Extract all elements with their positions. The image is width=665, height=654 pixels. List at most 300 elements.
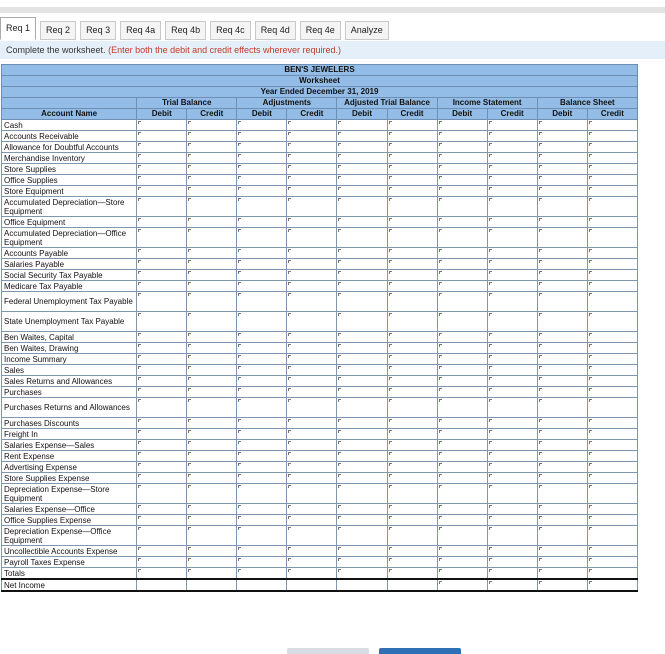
- amount-cell[interactable]: [287, 228, 337, 248]
- amount-input[interactable]: [337, 484, 386, 503]
- amount-cell[interactable]: [137, 186, 187, 197]
- amount-input[interactable]: [438, 515, 487, 525]
- amount-input[interactable]: [538, 186, 587, 196]
- amount-cell[interactable]: [137, 429, 187, 440]
- amount-input[interactable]: [187, 462, 236, 472]
- amount-input[interactable]: [137, 354, 186, 364]
- amount-input[interactable]: [237, 526, 286, 545]
- amount-input[interactable]: [287, 451, 336, 461]
- amount-cell[interactable]: [587, 515, 637, 526]
- amount-cell[interactable]: [337, 332, 387, 343]
- amount-input[interactable]: [287, 429, 336, 439]
- amount-cell[interactable]: [287, 197, 337, 217]
- amount-input[interactable]: [287, 354, 336, 364]
- amount-cell[interactable]: [537, 451, 587, 462]
- amount-input[interactable]: [538, 312, 587, 331]
- amount-input[interactable]: [588, 164, 637, 174]
- amount-cell[interactable]: [587, 142, 637, 153]
- amount-input[interactable]: [538, 429, 587, 439]
- amount-input[interactable]: [187, 281, 236, 291]
- amount-input[interactable]: [438, 186, 487, 196]
- amount-input[interactable]: [438, 292, 487, 311]
- amount-input[interactable]: [237, 332, 286, 342]
- amount-cell[interactable]: [587, 153, 637, 164]
- amount-input[interactable]: [287, 281, 336, 291]
- amount-cell[interactable]: [487, 579, 537, 591]
- amount-cell[interactable]: [587, 440, 637, 451]
- amount-input[interactable]: [237, 365, 286, 375]
- amount-cell[interactable]: [187, 462, 237, 473]
- amount-input[interactable]: [388, 228, 437, 247]
- amount-input[interactable]: [187, 197, 236, 216]
- amount-cell[interactable]: [537, 120, 587, 131]
- amount-input[interactable]: [287, 248, 336, 258]
- amount-cell[interactable]: [587, 270, 637, 281]
- amount-cell[interactable]: [337, 228, 387, 248]
- amount-cell[interactable]: [137, 418, 187, 429]
- amount-input[interactable]: [388, 292, 437, 311]
- amount-cell[interactable]: [387, 376, 437, 387]
- amount-cell[interactable]: [187, 197, 237, 217]
- amount-input[interactable]: [588, 473, 637, 483]
- amount-input[interactable]: [388, 153, 437, 163]
- amount-input[interactable]: [337, 451, 386, 461]
- amount-cell[interactable]: [337, 153, 387, 164]
- amount-input[interactable]: [237, 270, 286, 280]
- amount-cell[interactable]: [337, 568, 387, 580]
- amount-input[interactable]: [488, 418, 537, 428]
- amount-cell[interactable]: [437, 557, 487, 568]
- tab-req-2[interactable]: Req 2: [40, 21, 76, 40]
- amount-cell[interactable]: [537, 462, 587, 473]
- amount-cell[interactable]: [187, 526, 237, 546]
- amount-cell[interactable]: [437, 462, 487, 473]
- amount-input[interactable]: [237, 354, 286, 364]
- amount-input[interactable]: [588, 153, 637, 163]
- amount-cell[interactable]: [237, 376, 287, 387]
- amount-cell[interactable]: [487, 332, 537, 343]
- amount-cell[interactable]: [437, 228, 487, 248]
- amount-cell[interactable]: [137, 259, 187, 270]
- amount-cell[interactable]: [187, 292, 237, 312]
- amount-input[interactable]: [237, 504, 286, 514]
- amount-cell[interactable]: [287, 546, 337, 557]
- amount-input[interactable]: [588, 568, 637, 578]
- amount-input[interactable]: [588, 580, 637, 590]
- amount-input[interactable]: [588, 451, 637, 461]
- amount-cell[interactable]: [437, 175, 487, 186]
- amount-cell[interactable]: [537, 398, 587, 418]
- amount-input[interactable]: [488, 312, 537, 331]
- amount-input[interactable]: [237, 259, 286, 269]
- amount-cell[interactable]: [437, 526, 487, 546]
- amount-input[interactable]: [588, 131, 637, 141]
- amount-input[interactable]: [287, 217, 336, 227]
- amount-input[interactable]: [488, 429, 537, 439]
- amount-input[interactable]: [388, 429, 437, 439]
- amount-input[interactable]: [137, 546, 186, 556]
- amount-cell[interactable]: [287, 515, 337, 526]
- amount-input[interactable]: [137, 473, 186, 483]
- amount-input[interactable]: [137, 332, 186, 342]
- amount-cell[interactable]: [437, 546, 487, 557]
- amount-input[interactable]: [287, 557, 336, 567]
- amount-cell[interactable]: [137, 281, 187, 292]
- amount-cell[interactable]: [287, 142, 337, 153]
- amount-input[interactable]: [137, 312, 186, 331]
- amount-cell[interactable]: [237, 248, 287, 259]
- amount-cell[interactable]: [237, 270, 287, 281]
- amount-input[interactable]: [137, 217, 186, 227]
- amount-input[interactable]: [287, 197, 336, 216]
- amount-cell[interactable]: [487, 504, 537, 515]
- amount-input[interactable]: [488, 440, 537, 450]
- amount-input[interactable]: [438, 568, 487, 578]
- amount-cell[interactable]: [437, 376, 487, 387]
- amount-input[interactable]: [388, 451, 437, 461]
- amount-cell[interactable]: [237, 484, 287, 504]
- amount-input[interactable]: [187, 175, 236, 185]
- amount-input[interactable]: [438, 197, 487, 216]
- amount-cell[interactable]: [137, 398, 187, 418]
- amount-cell[interactable]: [587, 429, 637, 440]
- amount-input[interactable]: [337, 515, 386, 525]
- amount-input[interactable]: [538, 153, 587, 163]
- amount-cell[interactable]: [187, 557, 237, 568]
- amount-cell[interactable]: [237, 153, 287, 164]
- amount-cell[interactable]: [487, 312, 537, 332]
- amount-cell[interactable]: [437, 259, 487, 270]
- amount-cell[interactable]: [537, 440, 587, 451]
- amount-cell[interactable]: [187, 515, 237, 526]
- amount-input[interactable]: [538, 131, 587, 141]
- amount-cell[interactable]: [537, 484, 587, 504]
- amount-input[interactable]: [488, 504, 537, 514]
- amount-input[interactable]: [137, 376, 186, 386]
- amount-input[interactable]: [287, 515, 336, 525]
- amount-cell[interactable]: [387, 164, 437, 175]
- amount-input[interactable]: [438, 429, 487, 439]
- amount-cell[interactable]: [387, 526, 437, 546]
- amount-input[interactable]: [237, 462, 286, 472]
- amount-input[interactable]: [337, 142, 386, 152]
- amount-cell[interactable]: [487, 473, 537, 484]
- amount-cell[interactable]: [287, 429, 337, 440]
- amount-input[interactable]: [588, 484, 637, 503]
- amount-input[interactable]: [137, 142, 186, 152]
- amount-cell[interactable]: [487, 281, 537, 292]
- amount-input[interactable]: [438, 440, 487, 450]
- amount-cell[interactable]: [487, 175, 537, 186]
- amount-input[interactable]: [438, 164, 487, 174]
- amount-input[interactable]: [438, 248, 487, 258]
- amount-input[interactable]: [337, 186, 386, 196]
- amount-input[interactable]: [538, 504, 587, 514]
- amount-input[interactable]: [187, 451, 236, 461]
- amount-input[interactable]: [287, 462, 336, 472]
- amount-input[interactable]: [237, 131, 286, 141]
- amount-cell[interactable]: [437, 164, 487, 175]
- amount-cell[interactable]: [587, 387, 637, 398]
- amount-cell[interactable]: [537, 142, 587, 153]
- amount-input[interactable]: [187, 429, 236, 439]
- amount-cell[interactable]: [137, 504, 187, 515]
- amount-input[interactable]: [488, 228, 537, 247]
- amount-input[interactable]: [287, 365, 336, 375]
- amount-input[interactable]: [438, 376, 487, 386]
- amount-cell[interactable]: [587, 504, 637, 515]
- amount-cell[interactable]: [537, 376, 587, 387]
- amount-cell[interactable]: [387, 332, 437, 343]
- amount-input[interactable]: [488, 197, 537, 216]
- amount-input[interactable]: [137, 186, 186, 196]
- amount-cell[interactable]: [537, 270, 587, 281]
- amount-cell[interactable]: [487, 142, 537, 153]
- amount-input[interactable]: [388, 462, 437, 472]
- amount-input[interactable]: [488, 259, 537, 269]
- tab-req-1[interactable]: Req 1: [0, 17, 36, 40]
- amount-input[interactable]: [588, 120, 637, 130]
- amount-input[interactable]: [588, 270, 637, 280]
- amount-cell[interactable]: [237, 504, 287, 515]
- amount-cell[interactable]: [337, 376, 387, 387]
- amount-input[interactable]: [438, 343, 487, 353]
- amount-input[interactable]: [287, 526, 336, 545]
- amount-cell[interactable]: [187, 376, 237, 387]
- amount-input[interactable]: [438, 142, 487, 152]
- amount-input[interactable]: [287, 228, 336, 247]
- amount-input[interactable]: [337, 365, 386, 375]
- amount-cell[interactable]: [437, 365, 487, 376]
- amount-input[interactable]: [137, 526, 186, 545]
- amount-input[interactable]: [237, 418, 286, 428]
- amount-input[interactable]: [588, 429, 637, 439]
- amount-cell[interactable]: [187, 343, 237, 354]
- amount-cell[interactable]: [287, 248, 337, 259]
- amount-input[interactable]: [588, 526, 637, 545]
- amount-cell[interactable]: [387, 292, 437, 312]
- amount-cell[interactable]: [437, 473, 487, 484]
- amount-input[interactable]: [337, 281, 386, 291]
- amount-cell[interactable]: [287, 312, 337, 332]
- amount-input[interactable]: [588, 142, 637, 152]
- amount-cell[interactable]: [387, 354, 437, 365]
- amount-cell[interactable]: [587, 259, 637, 270]
- amount-input[interactable]: [438, 387, 487, 397]
- amount-cell[interactable]: [337, 164, 387, 175]
- amount-input[interactable]: [438, 451, 487, 461]
- amount-cell[interactable]: [137, 484, 187, 504]
- amount-input[interactable]: [337, 164, 386, 174]
- amount-input[interactable]: [237, 376, 286, 386]
- amount-cell[interactable]: [287, 153, 337, 164]
- amount-cell[interactable]: [337, 387, 387, 398]
- amount-cell[interactable]: [587, 473, 637, 484]
- amount-input[interactable]: [488, 568, 537, 578]
- amount-input[interactable]: [187, 440, 236, 450]
- tab-req-3[interactable]: Req 3: [80, 21, 116, 40]
- amount-cell[interactable]: [337, 557, 387, 568]
- next-button[interactable]: [379, 648, 461, 654]
- amount-input[interactable]: [237, 440, 286, 450]
- amount-input[interactable]: [287, 186, 336, 196]
- amount-cell[interactable]: [387, 557, 437, 568]
- amount-input[interactable]: [438, 484, 487, 503]
- amount-cell[interactable]: [137, 526, 187, 546]
- amount-input[interactable]: [388, 270, 437, 280]
- amount-input[interactable]: [137, 270, 186, 280]
- amount-cell[interactable]: [437, 248, 487, 259]
- amount-cell[interactable]: [337, 515, 387, 526]
- amount-cell[interactable]: [487, 440, 537, 451]
- amount-input[interactable]: [538, 546, 587, 556]
- amount-cell[interactable]: [537, 504, 587, 515]
- amount-cell[interactable]: [537, 365, 587, 376]
- amount-cell[interactable]: [337, 429, 387, 440]
- amount-cell[interactable]: [487, 164, 537, 175]
- amount-cell[interactable]: [587, 398, 637, 418]
- amount-cell[interactable]: [287, 376, 337, 387]
- amount-input[interactable]: [187, 164, 236, 174]
- amount-input[interactable]: [137, 440, 186, 450]
- amount-cell[interactable]: [387, 429, 437, 440]
- amount-input[interactable]: [488, 131, 537, 141]
- amount-cell[interactable]: [487, 451, 537, 462]
- amount-input[interactable]: [187, 142, 236, 152]
- amount-cell[interactable]: [487, 248, 537, 259]
- amount-cell[interactable]: [287, 343, 337, 354]
- amount-cell[interactable]: [487, 398, 537, 418]
- amount-input[interactable]: [287, 270, 336, 280]
- amount-input[interactable]: [438, 526, 487, 545]
- amount-cell[interactable]: [337, 462, 387, 473]
- amount-cell[interactable]: [387, 568, 437, 580]
- amount-input[interactable]: [388, 197, 437, 216]
- amount-input[interactable]: [287, 568, 336, 578]
- amount-input[interactable]: [538, 515, 587, 525]
- amount-cell[interactable]: [237, 418, 287, 429]
- amount-input[interactable]: [488, 343, 537, 353]
- amount-cell[interactable]: [287, 281, 337, 292]
- amount-cell[interactable]: [537, 248, 587, 259]
- amount-cell[interactable]: [487, 387, 537, 398]
- amount-input[interactable]: [538, 217, 587, 227]
- amount-cell[interactable]: [137, 153, 187, 164]
- amount-cell[interactable]: [437, 281, 487, 292]
- amount-input[interactable]: [488, 248, 537, 258]
- amount-input[interactable]: [388, 546, 437, 556]
- amount-input[interactable]: [337, 557, 386, 567]
- amount-input[interactable]: [137, 484, 186, 503]
- amount-cell[interactable]: [387, 131, 437, 142]
- amount-cell[interactable]: [287, 217, 337, 228]
- amount-cell[interactable]: [437, 343, 487, 354]
- amount-cell[interactable]: [387, 120, 437, 131]
- amount-cell[interactable]: [287, 568, 337, 580]
- amount-cell[interactable]: [337, 259, 387, 270]
- amount-input[interactable]: [137, 153, 186, 163]
- amount-cell[interactable]: [537, 557, 587, 568]
- amount-input[interactable]: [187, 473, 236, 483]
- amount-cell[interactable]: [187, 217, 237, 228]
- amount-cell[interactable]: [387, 312, 437, 332]
- amount-cell[interactable]: [237, 440, 287, 451]
- amount-cell[interactable]: [587, 217, 637, 228]
- amount-cell[interactable]: [437, 515, 487, 526]
- amount-input[interactable]: [588, 440, 637, 450]
- amount-cell[interactable]: [187, 175, 237, 186]
- amount-input[interactable]: [588, 387, 637, 397]
- amount-input[interactable]: [588, 557, 637, 567]
- amount-cell[interactable]: [537, 429, 587, 440]
- amount-input[interactable]: [337, 526, 386, 545]
- amount-cell[interactable]: [187, 259, 237, 270]
- amount-input[interactable]: [187, 131, 236, 141]
- amount-input[interactable]: [388, 217, 437, 227]
- amount-input[interactable]: [187, 332, 236, 342]
- amount-cell[interactable]: [537, 568, 587, 580]
- amount-input[interactable]: [438, 398, 487, 417]
- amount-input[interactable]: [137, 228, 186, 247]
- amount-input[interactable]: [488, 484, 537, 503]
- amount-cell[interactable]: [187, 312, 237, 332]
- amount-cell[interactable]: [487, 153, 537, 164]
- amount-cell[interactable]: [537, 312, 587, 332]
- amount-input[interactable]: [287, 387, 336, 397]
- amount-input[interactable]: [588, 365, 637, 375]
- amount-input[interactable]: [588, 217, 637, 227]
- amount-input[interactable]: [337, 462, 386, 472]
- amount-cell[interactable]: [287, 332, 337, 343]
- amount-input[interactable]: [187, 292, 236, 311]
- amount-cell[interactable]: [587, 354, 637, 365]
- amount-cell[interactable]: [287, 387, 337, 398]
- amount-cell[interactable]: [487, 526, 537, 546]
- amount-input[interactable]: [538, 332, 587, 342]
- amount-cell[interactable]: [537, 217, 587, 228]
- amount-cell[interactable]: [337, 270, 387, 281]
- amount-cell[interactable]: [437, 153, 487, 164]
- amount-input[interactable]: [388, 418, 437, 428]
- amount-input[interactable]: [237, 546, 286, 556]
- amount-input[interactable]: [438, 365, 487, 375]
- amount-cell[interactable]: [537, 281, 587, 292]
- amount-cell[interactable]: [587, 292, 637, 312]
- amount-cell[interactable]: [487, 343, 537, 354]
- amount-cell[interactable]: [437, 197, 487, 217]
- amount-cell[interactable]: [337, 197, 387, 217]
- amount-input[interactable]: [388, 365, 437, 375]
- amount-input[interactable]: [438, 175, 487, 185]
- amount-cell[interactable]: [187, 418, 237, 429]
- amount-input[interactable]: [488, 473, 537, 483]
- amount-input[interactable]: [388, 526, 437, 545]
- amount-cell[interactable]: [487, 515, 537, 526]
- amount-input[interactable]: [488, 217, 537, 227]
- amount-input[interactable]: [388, 120, 437, 130]
- amount-input[interactable]: [388, 376, 437, 386]
- amount-cell[interactable]: [237, 292, 287, 312]
- amount-input[interactable]: [588, 292, 637, 311]
- amount-cell[interactable]: [337, 418, 387, 429]
- amount-input[interactable]: [137, 568, 186, 578]
- amount-cell[interactable]: [337, 546, 387, 557]
- amount-input[interactable]: [438, 462, 487, 472]
- amount-cell[interactable]: [337, 281, 387, 292]
- amount-cell[interactable]: [387, 462, 437, 473]
- amount-input[interactable]: [337, 429, 386, 439]
- amount-input[interactable]: [187, 343, 236, 353]
